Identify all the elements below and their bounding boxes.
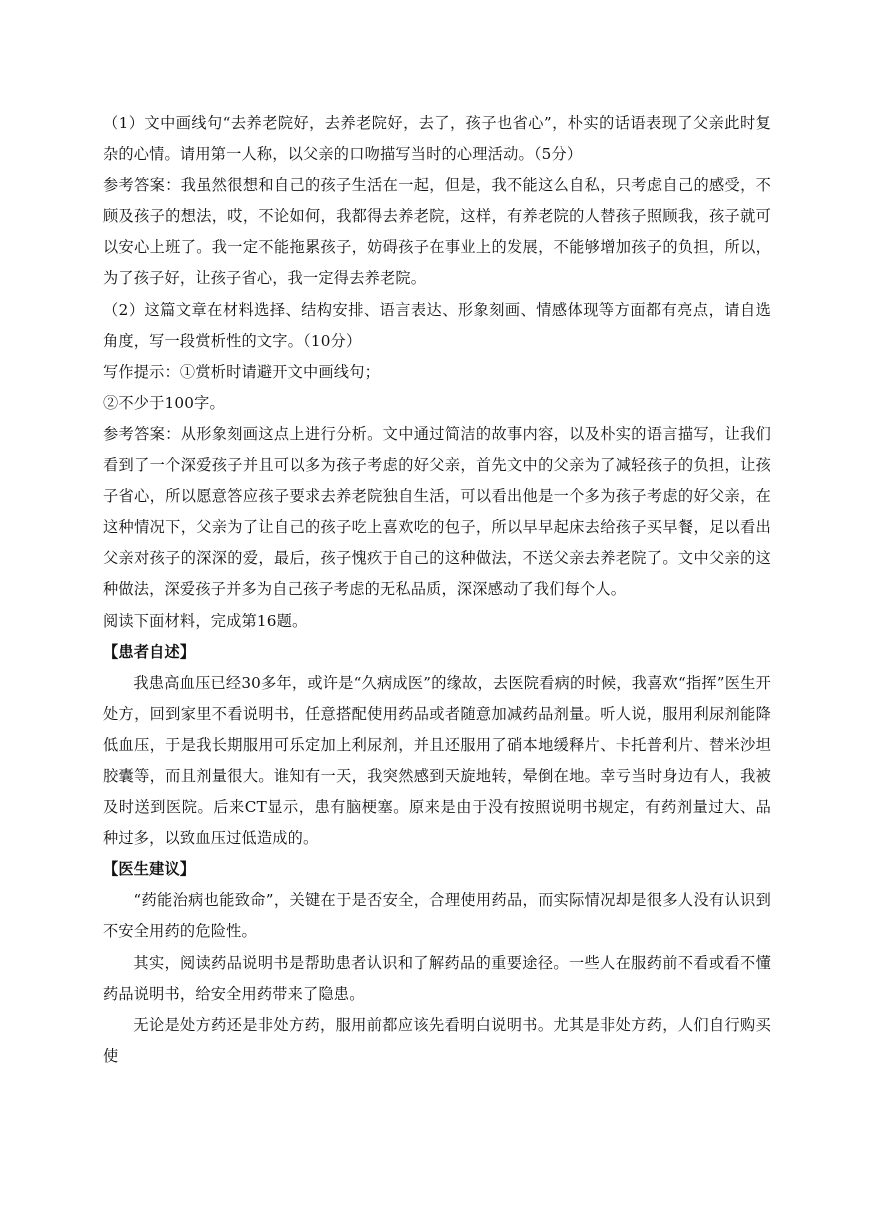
writing-hint-1: 写作提示：①赏析时请避开文中画线句； [103,362,380,381]
answer-2: 参考答案：从形象刻画这点上进行分析。文中通过简洁的故事内容，以及朴实的语言描写，让我们看到了一个深爱孩子并且可以多为孩子考虑的好父亲，首先文中的父亲为了减轻孩子的负担，让孩子省心，所以愿意答应孩子要求去养老院独自生活，可以看出他是一个多为孩子考虑的好父亲，在这种情况下，父亲为了让自己的孩子吃上喜欢吃的包子，所以早早起床去给孩子买早餐，足以看出父亲对孩子的深深的爱，最后，孩子愧疚于自己的这种做法，不送父亲去养老院了。文中父亲的这种做法，深爱孩子并多为自己孩子考虑的无私品质，深深感动了我们每个人。 [103,424,771,599]
writing-hint-2: ②不少于100字。 [103,393,225,412]
question-2: （2）这篇文章在材料选择、结构安排、语言表达、形象刻画、情感体现等方面都有亮点，请自选角度，写一段赏析性的文字。（10分） [103,300,771,350]
doctor-paragraph-3: 无论是处方药还是非处方药，服用前都应该先看明白说明书。尤其是非处方药，人们自行购买使 [103,1015,771,1065]
patient-statement: 我患高血压已经30多年，或许是“久病成医”的缘故，去医院看病的时候，我喜欢“指挥”医生开处方，回到家里不看说明书，任意搭配使用药品或者随意加减药品剂量。听人说，服用利尿剂能降低血压，于是我长期服用可乐定加上利尿剂，并且还服用了硝本地缓释片、卡托普利片、替米沙坦胶囊等，而且剂量很大。谁知有一天，我突然感到天旋地转，晕倒在地。幸亏当时身边有人，我被及时送到医院。后来CT显示，患有脑梗塞。原来是由于没有按照说明书规定，有药剂量过大、品种过多，以致血压过低造成的。 [103,673,771,848]
document-page [103,108,771,1072]
doctor-paragraph-1: “药能治病也能致命”，关键在于是否安全，合理使用药品，而实际情况却是很多人没有认识到不安全用药的危险性。 [103,891,771,941]
doctor-paragraph-2: 其实，阅读药品说明书是帮助患者认识和了解药品的重要途径。一些人在服药前不看或看不懂药品说明书，给安全用药带来了隐患。 [103,953,771,1003]
question-1: （1）文中画线句“去养老院好，去养老院好，去了，孩子也省心”，朴实的话语表现了父亲此时复杂的心情。请用第一人称，以父亲的口吻描写当时的心理活动。（5分） [103,114,771,164]
reading-instruction: 阅读下面材料，完成第16题。 [103,611,308,630]
heading-patient: 【患者自述】 [103,642,196,661]
heading-doctor: 【医生建议】 [103,860,196,879]
answer-1: 参考答案：我虽然很想和自己的孩子生活在一起，但是，我不能这么自私，只考虑自己的感受，不顾及孩子的想法，哎，不论如何，我都得去养老院，这样，有养老院的人替孩子照顾我，孩子就可以安心上班了。我一定不能拖累孩子，妨碍孩子在事业上的发展，不能够增加孩子的负担，所以，为了孩子好，让孩子省心，我一定得去养老院。 [103,176,771,288]
